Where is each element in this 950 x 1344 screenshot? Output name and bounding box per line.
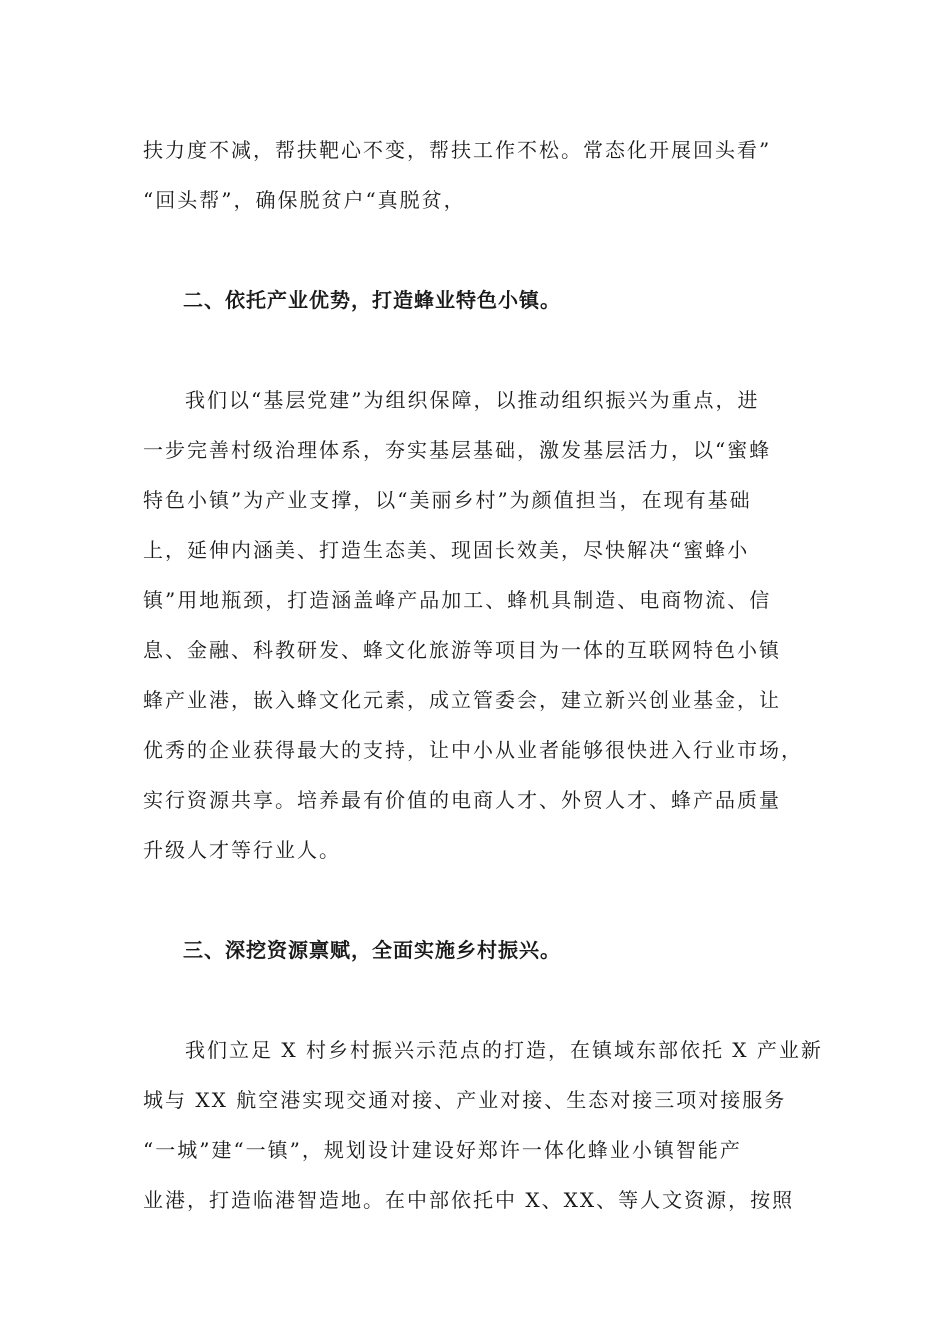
section2-heading: 二、依托产业优势，打造蜂业特色小镇。 bbox=[183, 288, 561, 312]
section2-line-5: 镇”用地瓶颈，打造涵盖峰产品加工、蜂机具制造、电商物流、信 bbox=[143, 588, 772, 612]
section2-line-8: 优秀的企业获得最大的支持，让中小从业者能够很快进入行业市场， bbox=[143, 738, 803, 762]
section2-line-10: 升级人才等行业人。 bbox=[143, 838, 341, 862]
section3-line-3: “一城”建“一镇”，规划设计建设好郑许一体化蜂业小镇智能产 bbox=[143, 1138, 742, 1162]
section2-line-7: 蜂产业港，嵌入蜂文化元素，成立管委会，建立新兴创业基金，让 bbox=[143, 688, 781, 712]
section2-line-6: 息、金融、科教研发、蜂文化旅游等项目为一体的互联网特色小镇 bbox=[143, 638, 781, 662]
section2-line-4: 上，延伸内涵美、打造生态美、现固长效美，尽快解决“蜜蜂小 bbox=[143, 538, 750, 562]
section2-line-9: 实行资源共享。培养最有价值的电商人才、外贸人才、蜂产品质量 bbox=[143, 788, 781, 812]
section3-line-4: 业港，打造临港智造地。在中部依托中 X、XX、等人文资源，按照 bbox=[143, 1188, 795, 1212]
section2-line-3: 特色小镇”为产业支撑，以“美丽乡村”为颜值担当，在现有基础 bbox=[143, 488, 752, 512]
section3-line-1: 我们立足 X 村乡村振兴示范点的打造，在镇域东部依托 X 产业新 bbox=[185, 1038, 823, 1062]
intro-line-2: “回头帮”，确保脱贫户“真脱贫， bbox=[143, 188, 466, 212]
section3-line-2: 城与 XX 航空港实现交通对接、产业对接、生态对接三项对接服务 bbox=[143, 1088, 787, 1112]
section2-line-1: 我们以“基层党建”为组织保障，以推动组织振兴为重点，进 bbox=[185, 388, 760, 412]
intro-line-1: 扶力度不减，帮扶靶心不变，帮扶工作不松。常态化开展回头看” bbox=[143, 138, 772, 162]
section2-line-2: 一步完善村级治理体系，夯实基层基础，激发基层活力，以“蜜蜂 bbox=[143, 438, 772, 462]
section3-heading: 三、深挖资源禀赋，全面实施乡村振兴。 bbox=[183, 938, 561, 962]
